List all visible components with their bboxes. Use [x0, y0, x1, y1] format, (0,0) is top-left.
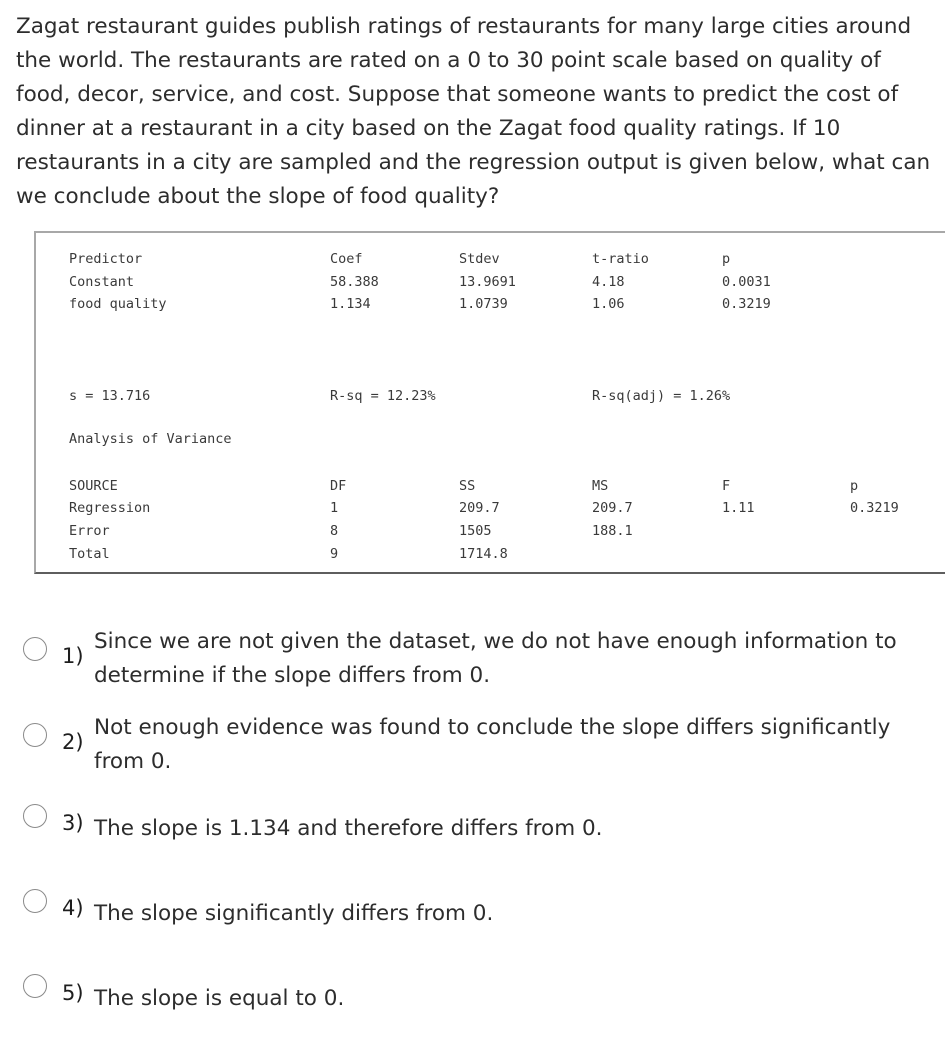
coef-row-stdev: 1.0739: [459, 296, 508, 312]
anova-header-df: DF: [330, 478, 347, 494]
anova-header-ss: SS: [459, 478, 476, 494]
anova-row-source: Regression: [69, 500, 151, 516]
anova-row-df: 8: [330, 523, 339, 539]
radio-button[interactable]: [23, 723, 47, 747]
regression-output: [34, 231, 945, 574]
anova-row-ms: 188.1: [592, 523, 633, 539]
anova-row-p: 0.3219: [850, 500, 899, 516]
anova-header-p: p: [850, 478, 859, 494]
coef-header-p: p: [722, 251, 731, 267]
anova-row-df: 9: [330, 546, 339, 562]
option-text: Not enough evidence was found to conclude the slope differs significantly from 0.: [94, 715, 891, 774]
coef-row-p: 0.0031: [722, 274, 771, 290]
option-number: 2): [62, 730, 84, 754]
anova-row-df: 1: [330, 500, 339, 516]
stat-rsq: R-sq = 12.23%: [330, 388, 436, 404]
stat-rsq-adj: R-sq(adj) = 1.26%: [592, 388, 731, 404]
answer-option-1[interactable]: [0, 628, 945, 708]
option-number: 3): [62, 811, 84, 835]
option-text: Since we are not given the dataset, we do not have enough information to determine if the slope differs from 0.: [94, 629, 897, 688]
anova-row-ss: 209.7: [459, 500, 500, 516]
coef-header-tratio: t-ratio: [592, 251, 649, 267]
option-number: 1): [62, 644, 84, 668]
coef-row-coef: 58.388: [330, 274, 379, 290]
coef-row-stdev: 13.9691: [459, 274, 516, 290]
radio-button[interactable]: [23, 804, 47, 828]
option-text: The slope significantly differs from 0.: [94, 901, 494, 926]
coef-row-coef: 1.134: [330, 296, 371, 312]
anova-row-ms: 209.7: [592, 500, 633, 516]
option-number: 4): [62, 896, 84, 920]
option-text: The slope is equal to 0.: [94, 986, 345, 1011]
anova-title: Analysis of Variance: [69, 431, 232, 447]
answer-option-3[interactable]: [0, 804, 945, 884]
anova-row-f: 1.11: [722, 500, 755, 516]
answer-option-2[interactable]: [0, 714, 945, 794]
answer-option-5[interactable]: [0, 974, 945, 1054]
coef-row-tratio: 4.18: [592, 274, 625, 290]
coef-row-p: 0.3219: [722, 296, 771, 312]
coef-row-predictor: food quality: [69, 296, 167, 312]
coef-header-predictor: Predictor: [69, 251, 143, 267]
option-number: 5): [62, 981, 84, 1005]
anova-row-ss: 1714.8: [459, 546, 508, 562]
anova-header-source: SOURCE: [69, 478, 118, 494]
coef-header-stdev: Stdev: [459, 251, 500, 267]
coef-row-predictor: Constant: [69, 274, 135, 290]
radio-button[interactable]: [23, 637, 47, 661]
stat-s: s = 13.716: [69, 388, 151, 404]
radio-button[interactable]: [23, 889, 47, 913]
anova-header-ms: MS: [592, 478, 609, 494]
anova-row-source: Error: [69, 523, 110, 539]
coef-header-coef: Coef: [330, 251, 363, 267]
anova-header-f: F: [722, 478, 731, 494]
coef-row-tratio: 1.06: [592, 296, 625, 312]
question-text: Zagat restaurant guides publish ratings of restaurants for many large cities around the world. The restaurants are rated on a 0 to 30 point scale based on quality of food, decor, service, and cost. Suppose that someone wants to predict the cost of dinner at a restaurant in a city based on the Zagat food quality ratings. If 10 restaurants in a city are sampled and the regression output is given below, what can we conclude about the slope of food quality?: [16, 14, 931, 209]
anova-row-source: Total: [69, 546, 110, 562]
option-text: The slope is 1.134 and therefore differs from 0.: [94, 816, 603, 841]
answer-option-4[interactable]: [0, 889, 945, 969]
anova-row-ss: 1505: [459, 523, 492, 539]
radio-button[interactable]: [23, 974, 47, 998]
